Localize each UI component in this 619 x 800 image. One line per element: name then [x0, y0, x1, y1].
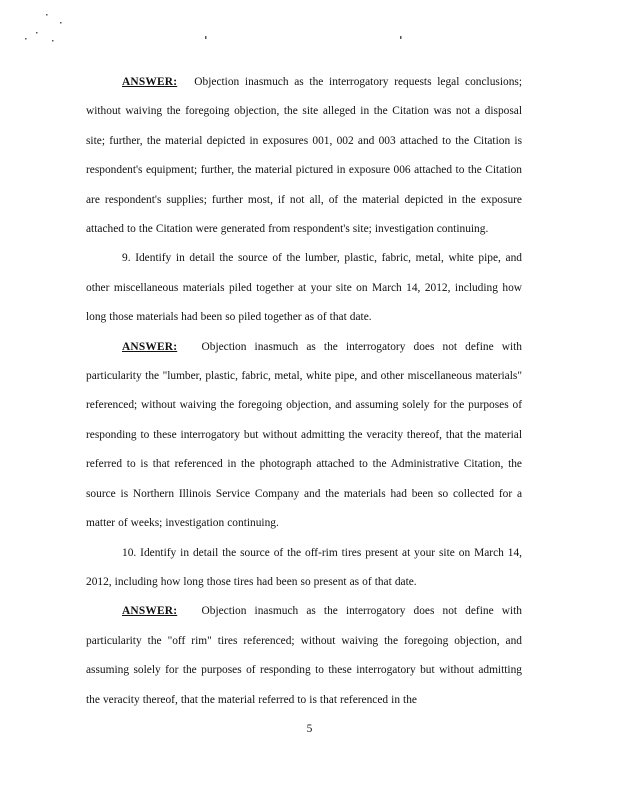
answer-9: [86, 333, 522, 539]
interrogatory-9: 9. Identify in detail the source of the lumber, plastic, fabric, metal, white pipe, and other miscellaneous materials piled together at your site on March 14, 2012, including how long those materials had been so piled together as of that date.: [86, 252, 522, 324]
answer-8: [86, 68, 522, 244]
answer-text: Objection inasmuch as the interrogatory requests legal conclusions; without waiving the foregoing objection, the site alleged in the Citation was not a disposal site; further, the material depicted in exposures 001, 002 and 003 attached to the Citation is respondent's equipment; further, the material pictured in exposure 006 attached to the Citation are respondent's supplies; further most, if not all, of the material depicted in the exposure attached to the Citation were generated from respondent's site; investigation continuing.: [86, 76, 522, 236]
answer-label: ANSWER:: [122, 76, 178, 88]
answer-label: ANSWER:: [122, 605, 178, 618]
answer-label: ANSWER:: [122, 340, 178, 353]
answer-text: Objection inasmuch as the interrogatory does not define with particularity the "lumber, plastic, fabric, metal, white pipe, and other miscellaneous materials" referenced; without waiving the foregoing objection, and assuming solely for the purposes of responding to these interrogatory but without admitting the veracity thereof, that the material referred to is that referenced in the photograph attached to the Administrative Citation, the source is Northern Illinois Service Company and the materials had been so collected for a matter of weeks; investigation continuing.: [86, 340, 522, 530]
scan-specks: [0, 0, 619, 60]
interrogatory-10: 10. Identify in detail the source of the off-rim tires present at your site on March 14, 2012, including how long those tires had been so present as of that date.: [86, 546, 522, 588]
answer-10: [86, 597, 522, 715]
page-number: 5: [306, 723, 313, 735]
document-body: [86, 68, 522, 715]
answer-text: Objection inasmuch as the interrogatory does not define with particularity the "off rim" tires referenced; without waiving the foregoing objection, and assuming solely for the purposes of responding to these interrogatory but without admitting the veracity thereof, that the material referred to is that referenced in the: [86, 605, 522, 706]
